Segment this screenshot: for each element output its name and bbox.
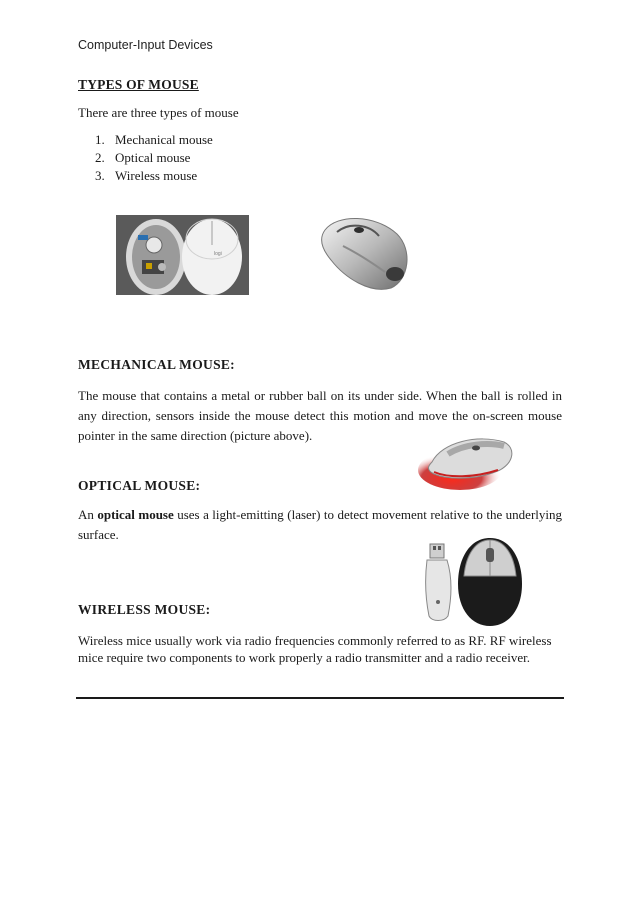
types-list (95, 131, 213, 185)
list-item: 3. Wireless mouse (95, 168, 198, 183)
list-item: 1. Mechanical mouse (95, 132, 213, 147)
optical-body: An optical mouse uses a light-emitting (laser) to detect movement relative to the underlying surface. (78, 507, 562, 542)
page-header: Computer-Input Devices (78, 38, 213, 52)
wireless-title: WIRELESS MOUSE: (78, 602, 211, 617)
optical-mouse-image (418, 432, 518, 490)
optical-title: OPTICAL MOUSE: (78, 478, 201, 493)
wireless-line-1: Wireless mice usually work via radio frequencies commonly referred to as RF. RF wireless (78, 633, 552, 648)
mechanical-mouse-image (116, 215, 249, 295)
mechanical-title: MECHANICAL MOUSE: (78, 357, 235, 372)
list-item: 2. Optical mouse (95, 150, 191, 165)
types-heading: TYPES OF MOUSE (78, 77, 199, 92)
optical-body-emphasis: optical mouse (97, 507, 174, 522)
wireless-line-2: mice require two components to work properly a radio transmitter and a radio receiver. (78, 650, 530, 665)
intro-text: There are three types of mouse (78, 105, 239, 120)
mechanical-body: The mouse that contains a metal or rubber ball on its under side. When the ball is rolled in any direction, sensors inside the mouse detect this motion and move the on-screen mouse pointer in the same direction (picture above). (78, 388, 562, 443)
bottom-rule (76, 697, 564, 699)
wireless-mouse-image (424, 536, 524, 628)
silver-mouse-image (315, 212, 413, 292)
svg-text:logi: logi (214, 251, 222, 257)
